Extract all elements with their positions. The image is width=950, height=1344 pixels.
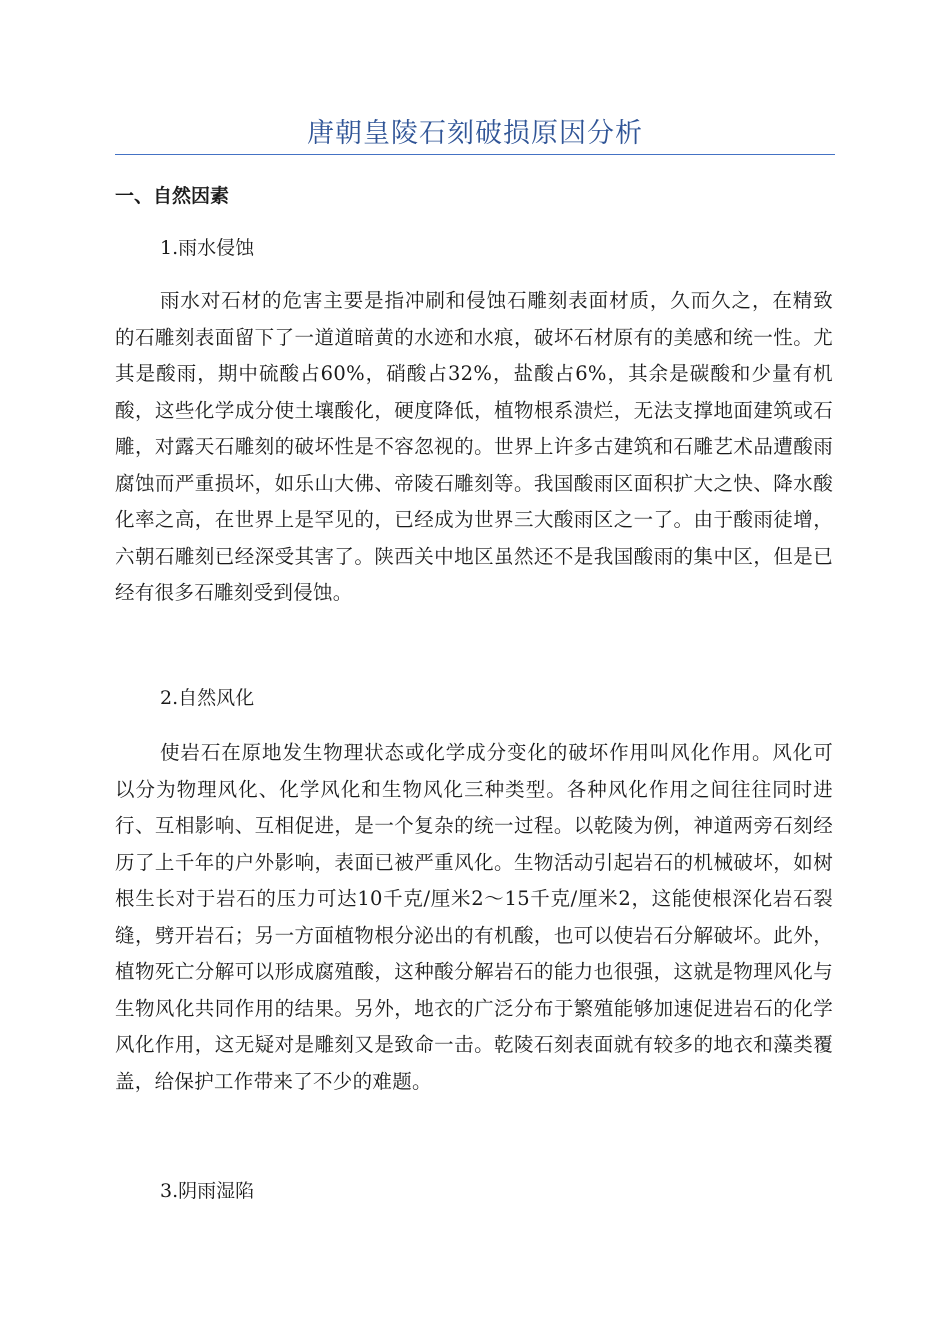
paragraph-natural-weathering: 使岩石在原地发生物理状态或化学成分变化的破坏作用叫风化作用。风化可以分为物理风化、化学风化和生物风化三种类型。各种风化作用之间往往同时进行、互相影响、互相促进，是一个复杂的统一过程。以乾陵为例，神道两旁石刻经历了上千年的户外影响，表面已被严重风化。生物活动引起岩石的机械破坏，如树根生长对于岩石的压力可达10千克/厘米2～15千克/厘米2，这能使根深化岩石裂缝，劈开岩石；另一方面植物根分泌出的有机酸，也可以使岩石分解破坏。此外，植物死亡分解可以形成腐殖酸，这种酸分解岩石的能力也很强，这就是物理风化与生物风化共同作用的结果。另外，地衣的广泛分布于繁殖能够加速促进岩石的化学风化作用，这无疑对是雕刻又是致命一击。乾陵石刻表面就有较多的地衣和藻类覆盖，给保护工作带来了不少的难题。: [115, 741, 833, 1093]
subheading-natural-weathering: 2.自然风化: [160, 687, 255, 709]
paragraph-rain-erosion: 雨水对石材的危害主要是指冲刷和侵蚀石雕刻表面材质，久而久之，在精致的石雕刻表面留下了一道道暗黄的水迹和水痕，破坏石材原有的美感和统一性。尤其是酸雨，期中硫酸占60%，硝酸占32%，盐酸占6%，其余是碳酸和少量有机酸，这些化学成分使土壤酸化，硬度降低，植物根系溃烂，无法支撑地面建筑或石雕，对露天石雕刻的破坏性是不容忽视的。世界上许多古建筑和石雕艺术品遭酸雨腐蚀而严重损坏，如乐山大佛、帝陵石雕刻等。我国酸雨区面积扩大之快、降水酸化率之高，在世界上是罕见的，已经成为世界三大酸雨区之一了。由于酸雨徒增，六朝石雕刻已经深受其害了。陕西关中地区虽然还不是我国酸雨的集中区，但是已经有很多石雕刻受到侵蚀。: [115, 289, 833, 604]
subheading-rainy-subsidence: 3.阴雨湿陷: [160, 1180, 255, 1202]
subheading-rain-erosion: 1.雨水侵蚀: [160, 237, 255, 259]
section-heading-natural-factors: 一、自然因素: [115, 185, 230, 207]
document-title: 唐朝皇陵石刻破损原因分析: [307, 118, 643, 149]
title-underline: [115, 154, 835, 155]
